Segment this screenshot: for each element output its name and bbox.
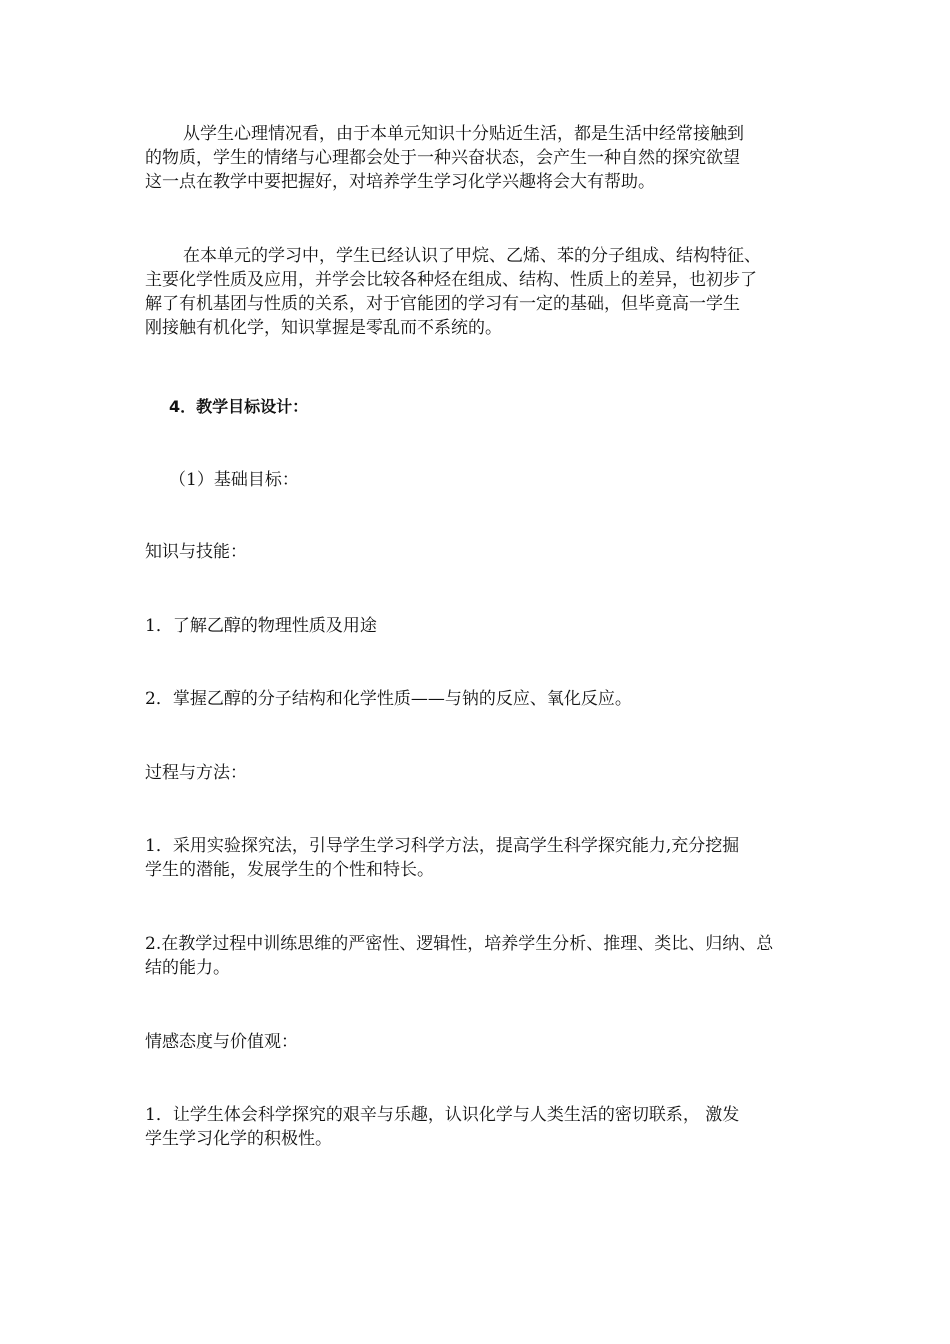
text-line: 解了有机基团与性质的关系，对于官能团的学习有一定的基础，但毕竟高一学生 bbox=[145, 294, 740, 314]
paragraph-student-psychology bbox=[145, 122, 810, 194]
emotion-item-1 bbox=[145, 1103, 810, 1151]
text-line: 2.在教学过程中训练思维的严密性、逻辑性，培养学生分析、推理、类比、归纳、总 bbox=[145, 934, 774, 954]
text-line: 从学生心理情况看，由于本单元知识十分贴近生活，都是生活中经常接触到 bbox=[183, 124, 744, 144]
text-line: 主要化学性质及应用，并学会比较各种烃在组成、结构、性质上的差异，也初步了 bbox=[145, 270, 757, 290]
paragraph-prior-knowledge bbox=[145, 244, 810, 340]
text-line: 学生学习化学的积极性。 bbox=[145, 1129, 332, 1149]
text-line: 的物质，学生的情绪与心理都会处于一种兴奋状态，会产生一种自然的探究欲望 bbox=[145, 148, 740, 168]
text-line: 1．采用实验探究法，引导学生学习科学方法，提高学生科学探究能力,充分挖掘 bbox=[145, 836, 740, 856]
text-line: 结的能力。 bbox=[145, 958, 230, 978]
text-line: 刚接触有机化学，知识掌握是零乱而不系统的。 bbox=[145, 318, 502, 338]
process-item-1 bbox=[145, 834, 810, 882]
text-line: 1．让学生体会科学探究的艰辛与乐趣，认识化学与人类生活的密切联系， 激发 bbox=[145, 1105, 740, 1125]
text-line: 这一点在教学中要把握好，对培养学生学习化学兴趣将会大有帮助。 bbox=[145, 172, 655, 192]
text-line: 在本单元的学习中，学生已经认识了甲烷、乙烯、苯的分子组成、结构特征、 bbox=[183, 246, 761, 266]
subsection-heading: （1）基础目标： bbox=[169, 470, 299, 490]
knowledge-skills-title: 知识与技能： bbox=[145, 542, 247, 562]
knowledge-item-1: 1．了解乙醇的物理性质及用途 bbox=[145, 616, 377, 636]
emotion-values-title: 情感态度与价值观： bbox=[145, 1032, 298, 1052]
process-methods-title: 过程与方法： bbox=[145, 763, 247, 783]
knowledge-item-2: 2．掌握乙醇的分子结构和化学性质——与钠的反应、氧化反应。 bbox=[145, 689, 632, 709]
process-item-2 bbox=[145, 932, 810, 980]
text-line: 学生的潜能，发展学生的个性和特长。 bbox=[145, 860, 434, 880]
section-heading: 4．教学目标设计： bbox=[169, 397, 309, 416]
